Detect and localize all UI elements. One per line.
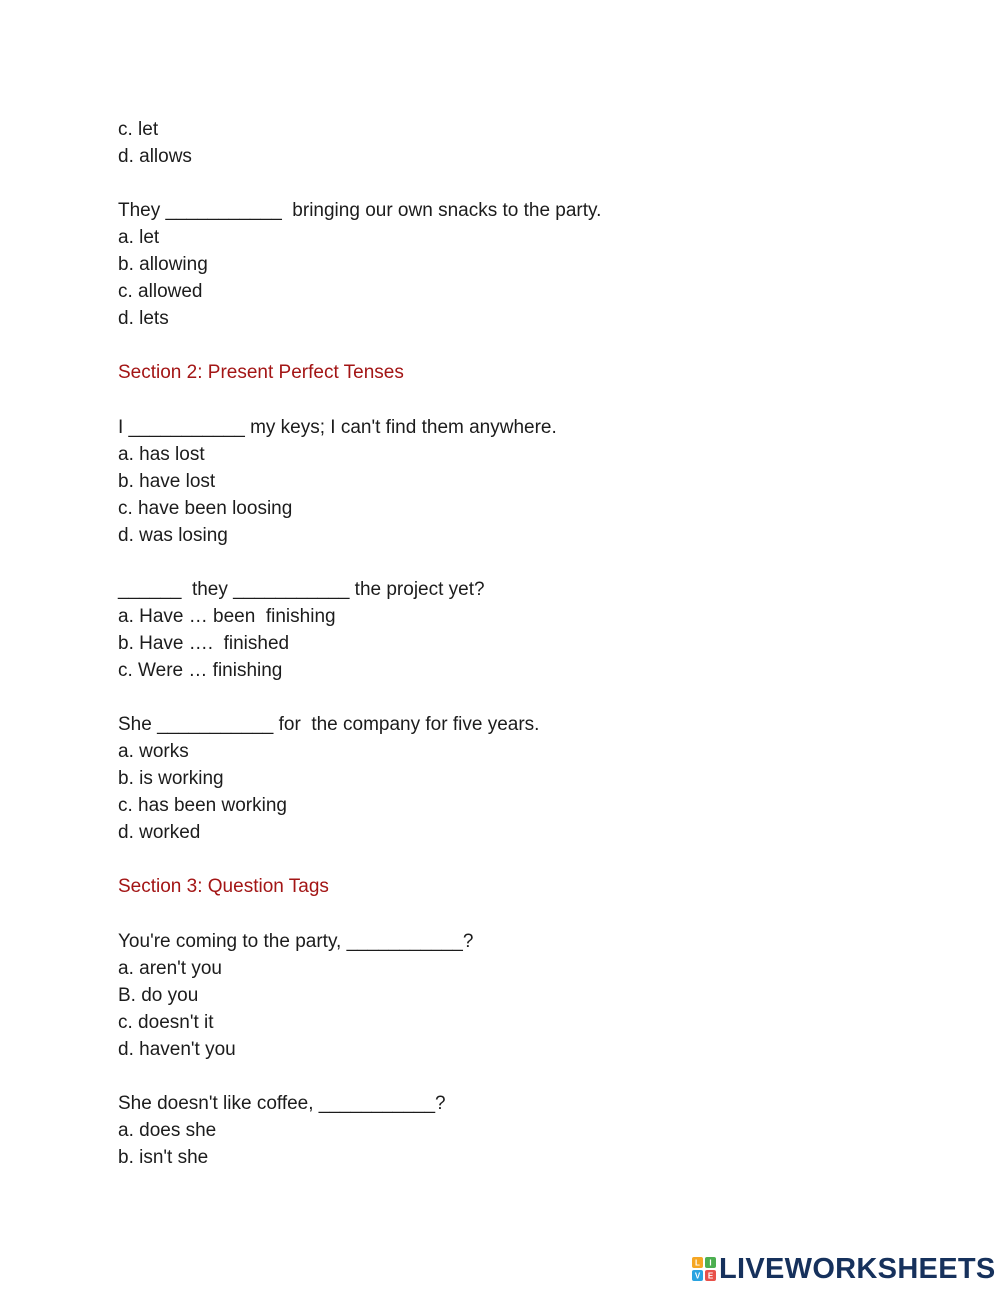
section-heading: Section 3: Question Tags	[118, 876, 329, 897]
option-a: a. does she	[118, 1120, 217, 1141]
option-a: a. aren't you	[118, 958, 222, 979]
question-text: They ___________ bringing our own snacks to the party.	[118, 200, 602, 221]
option-c: c. doesn't it	[118, 1012, 214, 1033]
option-d: d. lets	[118, 308, 169, 329]
option-b: b. allowing	[118, 254, 208, 275]
liveworksheets-logo	[692, 1252, 996, 1286]
option-b: b. have lost	[118, 471, 216, 492]
option-b: B. do you	[118, 985, 199, 1006]
option-c: c. allowed	[118, 281, 203, 302]
option-a: a. works	[118, 741, 189, 762]
logo-blocks-icon	[692, 1257, 716, 1281]
svg-text:L: L	[695, 1258, 700, 1268]
option-b: b. isn't she	[118, 1147, 209, 1168]
option-c: c. let	[118, 119, 159, 140]
option-a: a. let	[118, 227, 160, 248]
svg-text:V: V	[694, 1271, 701, 1281]
option-d: d. was losing	[118, 525, 228, 546]
question-text: ______ they ___________ the project yet?	[118, 579, 485, 600]
option-c: c. have been loosing	[118, 498, 293, 519]
option-c: c. Were … finishing	[118, 660, 283, 681]
option-b: b. Have …. finished	[118, 633, 290, 654]
section-heading: Section 2: Present Perfect Tenses	[118, 362, 404, 383]
option-d: d. allows	[118, 146, 192, 167]
svg-text:E: E	[707, 1271, 714, 1281]
option-a: a. has lost	[118, 444, 205, 465]
option-d: d. worked	[118, 822, 201, 843]
question-text: You're coming to the party, ___________?	[118, 931, 474, 952]
svg-text:I: I	[709, 1258, 712, 1268]
option-d: d. haven't you	[118, 1039, 236, 1060]
question-text: She doesn't like coffee, ___________?	[118, 1093, 446, 1114]
logo-text: LIVEWORKSHEETS	[719, 1252, 996, 1285]
option-c: c. has been working	[118, 795, 287, 816]
question-text: I ___________ my keys; I can't find them anywhere.	[118, 417, 557, 438]
option-a: a. Have … been finishing	[118, 606, 336, 627]
question-text: She ___________ for the company for five years.	[118, 714, 540, 735]
option-b: b. is working	[118, 768, 224, 789]
